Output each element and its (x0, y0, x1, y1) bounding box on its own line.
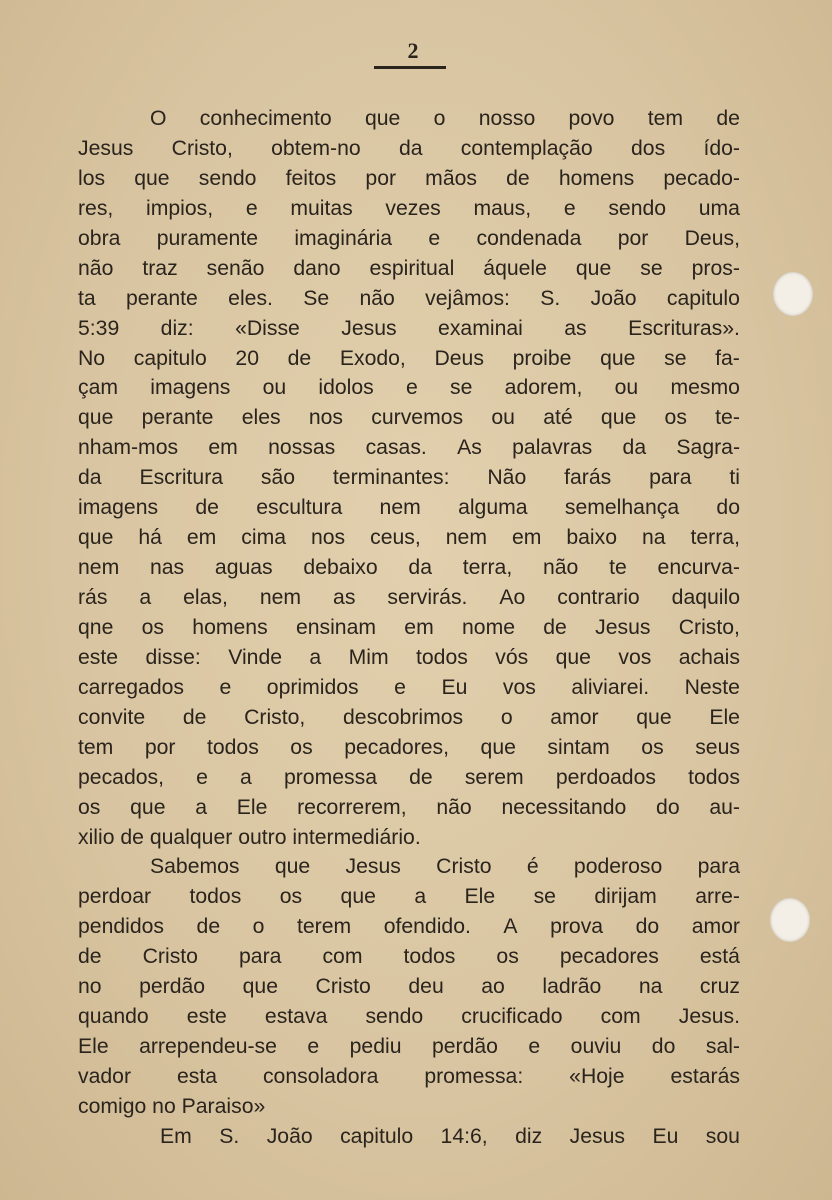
text-line: 5:39 diz: «Disse Jesus examinai as Escrituras». (78, 316, 740, 340)
text-line: Jesus Cristo, obtem-no da contemplação dos ído- (78, 136, 740, 160)
body-text (78, 104, 740, 1152)
text-line: convite de Cristo, descobrimos o amor que Ele (78, 705, 740, 729)
page-number-underline (374, 66, 446, 69)
text-line: imagens de escultura nem alguma semelhança do (78, 496, 740, 520)
binding-hole-top (773, 272, 813, 316)
text-line: os que a Ele recorrerem, não necessitando do au- (78, 795, 740, 819)
binding-hole-bottom (770, 898, 810, 942)
text-line: este disse: Vinde a Mim todos vós que vos achais (78, 645, 740, 669)
text-line: xilio de qualquer outro intermediário. (78, 825, 421, 849)
text-line: obra puramente imaginária e condenada por Deus, (78, 226, 740, 250)
text-line: da Escritura são terminantes: Não farás para ti (78, 466, 740, 490)
text-line: perdoar todos os que a Ele se dirijam arre- (78, 885, 740, 909)
text-line: que há em cima nos ceus, nem em baixo na terra, (78, 526, 740, 550)
text-line: vador esta consoladora promessa: «Hoje estarás (78, 1065, 740, 1088)
text-line: Ele arrependeu-se e pediu perdão e ouviu do sal- (78, 1035, 740, 1059)
text-line: ta perante eles. Se não vejâmos: S. João capitulo (78, 286, 740, 310)
text-line: rás a elas, nem as servirás. Ao contrario daquilo (78, 586, 740, 609)
text-line: não traz senão dano espiritual áquele que se pros- (78, 256, 740, 280)
text-line: res, impios, e muitas vezes maus, e sendo uma (78, 196, 740, 220)
text-line: comigo no Paraiso» (78, 1094, 266, 1118)
text-line: carregados e oprimidos e Eu vos aliviarei. Neste (78, 675, 740, 699)
text-line: No capitulo 20 de Exodo, Deus proibe que se fa- (78, 346, 740, 370)
text-line: Sabemos que Jesus Cristo é poderoso para (150, 855, 740, 879)
page-number: 2 (407, 38, 419, 63)
text-line: los que sendo feitos por mãos de homens pecado- (78, 166, 740, 190)
text-line: no perdão que Cristo deu ao ladrão na cruz (78, 975, 740, 999)
text-line: que perante eles nos curvemos ou até que os te- (78, 406, 740, 430)
text-line: pendidos de o terem ofendido. A prova do amor (78, 915, 740, 939)
text-line: çam imagens ou idolos e se adorem, ou mesmo (78, 376, 740, 400)
text-line: Em S. João capitulo 14:6, diz Jesus Eu sou (160, 1124, 740, 1148)
text-line: quando este estava sendo crucificado com Jesus. (78, 1005, 740, 1029)
text-line: pecados, e a promessa de serem perdoados todos (78, 765, 740, 789)
text-line: nem nas aguas debaixo da terra, não te encurva- (78, 556, 740, 580)
text-line: O conhecimento que o nosso povo tem de (150, 107, 740, 130)
text-line: de Cristo para com todos os pecadores está (78, 945, 740, 969)
text-line: qne os homens ensinam em nome de Jesus Cristo, (78, 615, 740, 639)
text-line: nham-mos em nossas casas. As palavras da Sagra- (78, 436, 740, 460)
text-line: tem por todos os pecadores, que sintam os seus (78, 735, 740, 759)
